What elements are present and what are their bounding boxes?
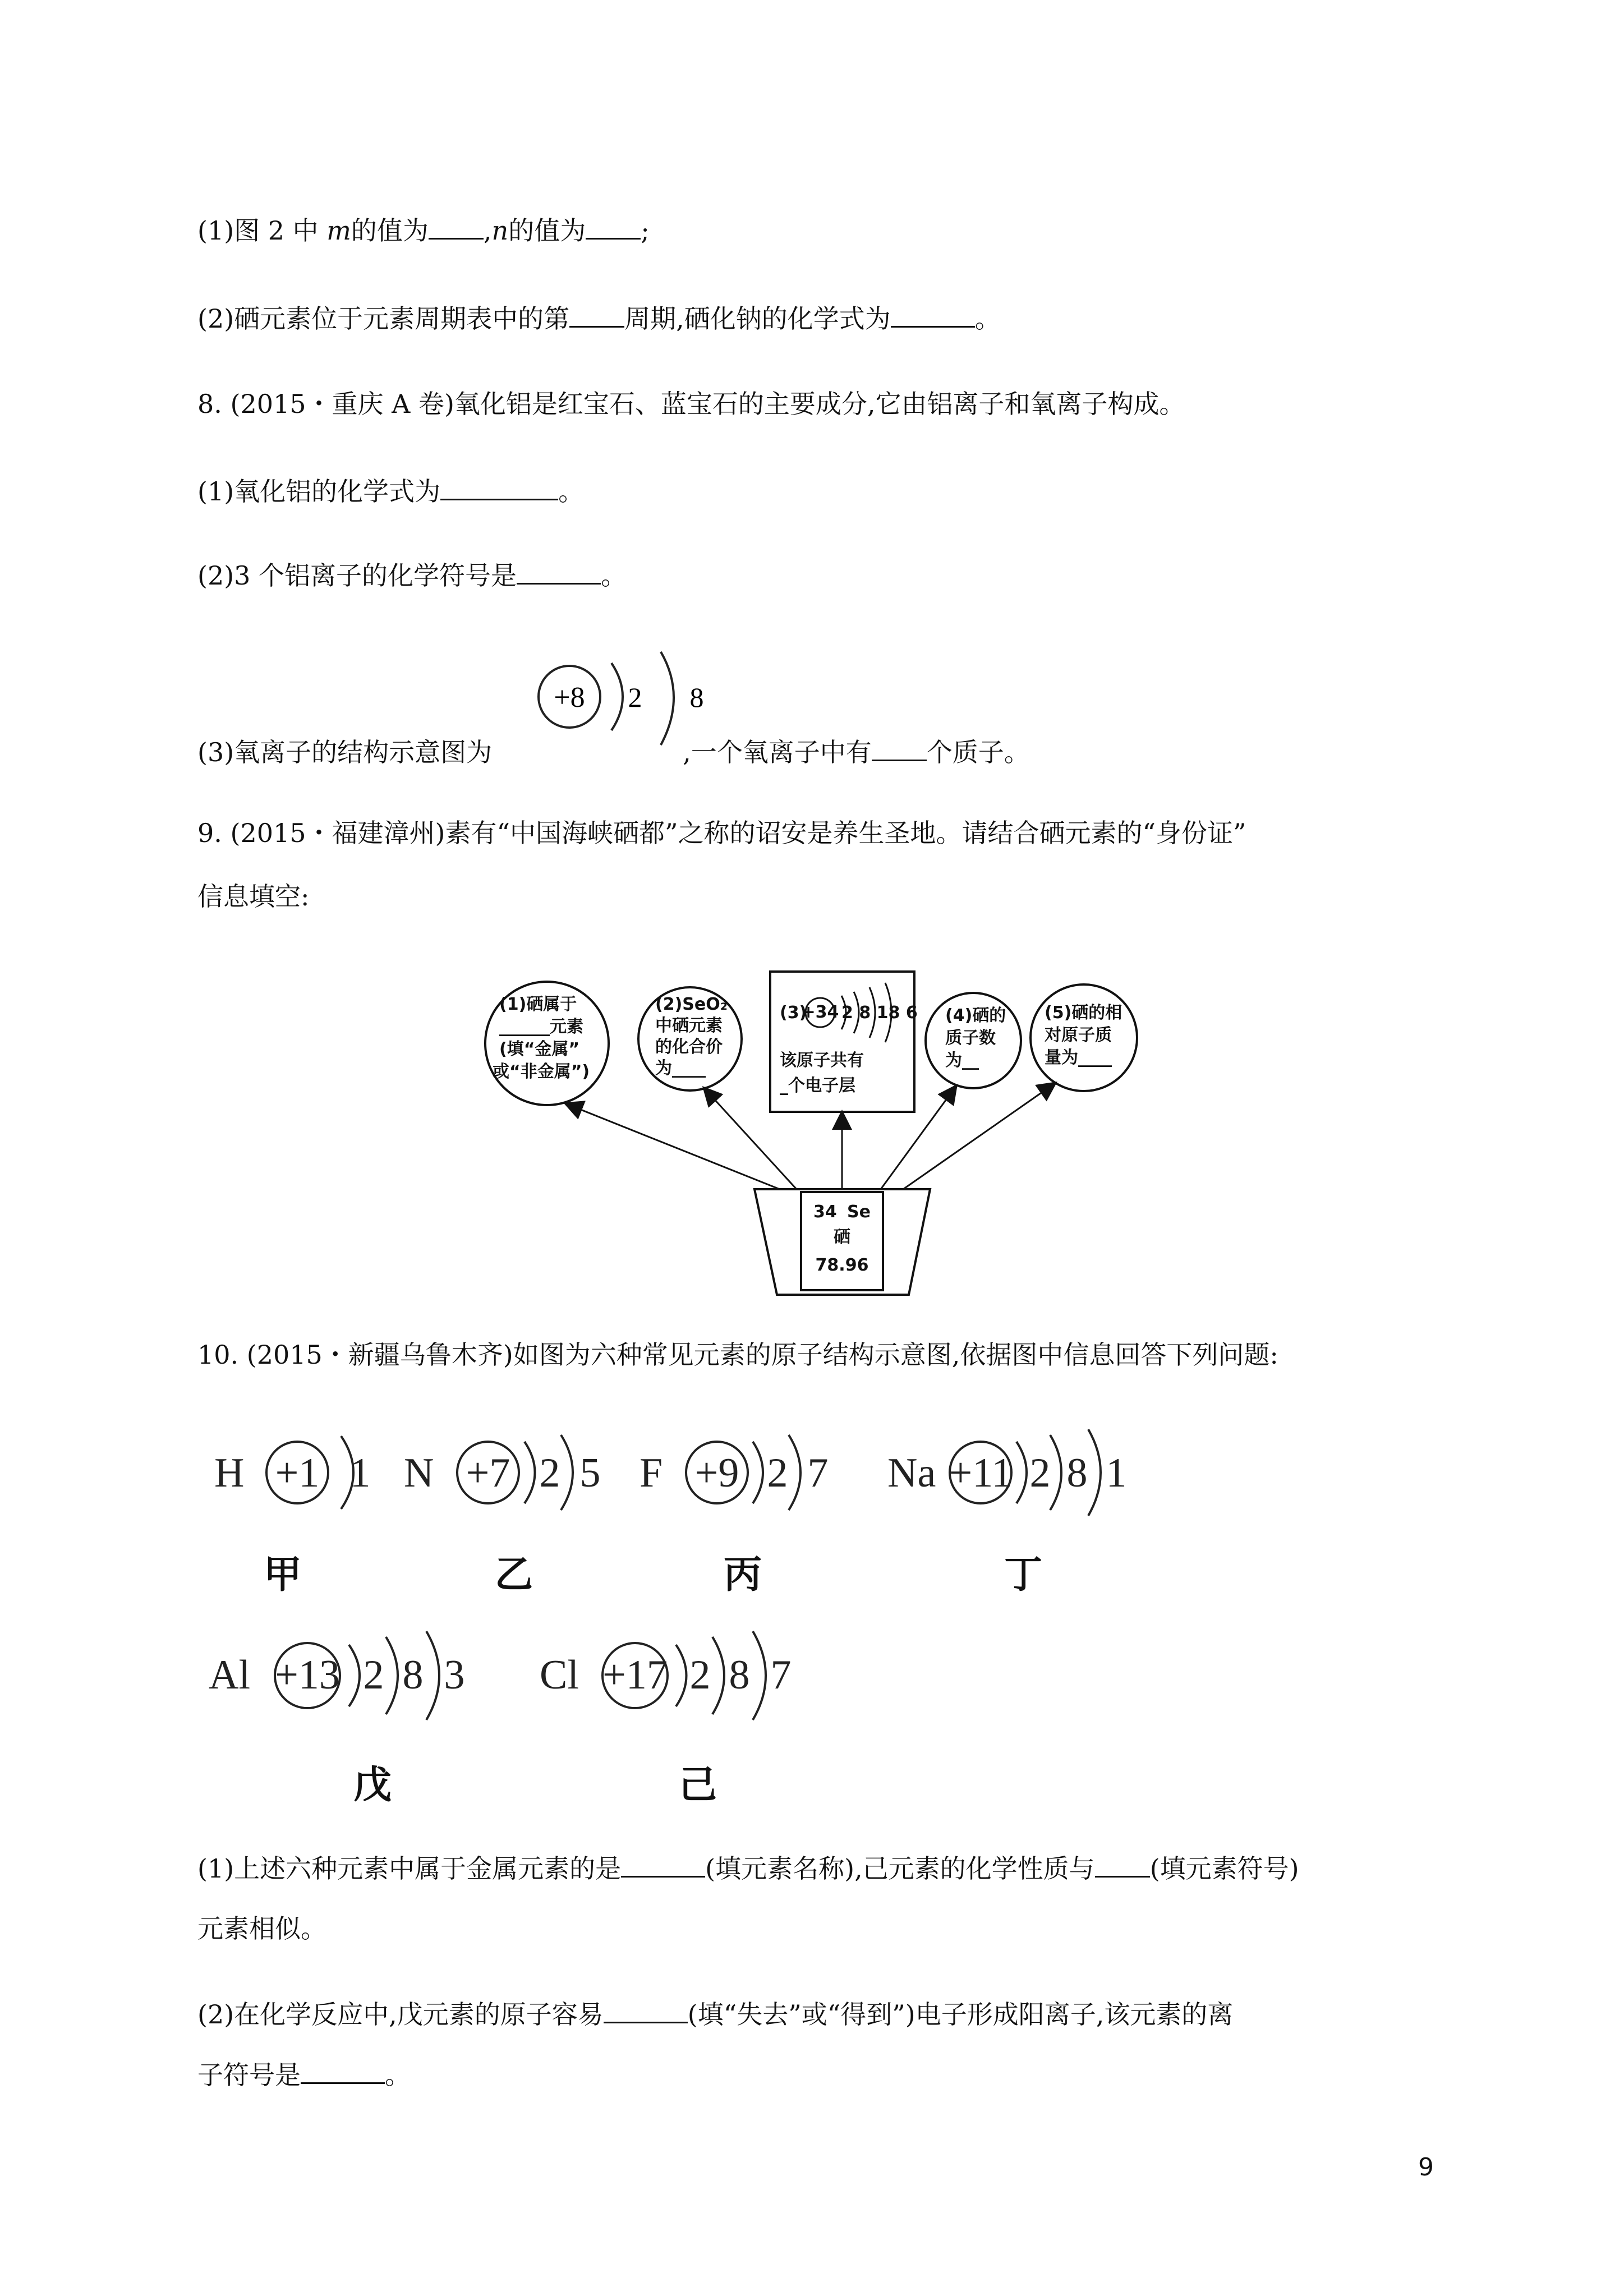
atomic-mass: 78.96 [815, 1255, 869, 1275]
shell-electrons: 3 [444, 1652, 465, 1698]
bubble-text: 或“非金属”) [493, 1062, 590, 1082]
bubble-text: 的化合价 [655, 1037, 723, 1057]
shell-electrons: 1 [1106, 1450, 1127, 1496]
shell-electrons: 2 8 18 6 [841, 1003, 918, 1023]
shell-electrons: 2 [539, 1450, 560, 1496]
oxygen-ion-diagram [527, 645, 718, 763]
shell-electrons: 5 [579, 1450, 601, 1496]
answer-blank[interactable] [440, 474, 558, 500]
electron-shell-arc [611, 663, 623, 730]
nucleus-charge: +17 [602, 1652, 668, 1698]
atom-label: 丙 [724, 1553, 762, 1596]
answer-blank[interactable] [872, 735, 927, 761]
q9-stem-line1: 9. (2015・福建漳州)素有“中国海峡硒都”之称的诏安是养生圣地。请结合硒元素的“身份证” [197, 818, 1246, 848]
shell-electrons: 8 [689, 682, 704, 713]
answer-blank[interactable] [1095, 1851, 1150, 1878]
shell-electrons: 7 [807, 1450, 829, 1496]
shell-electrons: 2 [628, 682, 642, 713]
q10-part2-cont: 子符号是 。 [197, 2058, 411, 2092]
bubble-text: (2)SeO₂ [655, 995, 728, 1014]
q9-stem-line2: 信息填空: [197, 881, 310, 912]
answer-blank[interactable] [429, 213, 484, 240]
shell-electrons: 8 [1066, 1450, 1088, 1496]
element-symbol: Al [209, 1652, 250, 1698]
answer-blank[interactable] [891, 301, 975, 328]
bubble-text: 量为____ [1045, 1048, 1112, 1068]
nucleus-charge: +13 [275, 1652, 340, 1698]
bubble-text: 为____ [655, 1059, 706, 1078]
atom-label: 己 [679, 1764, 717, 1806]
bubble-text: 中硒元素 [655, 1016, 723, 1036]
q8-part3: (3)氧离子的结构示意图为 ,一个氧离子中有 个质子。 [197, 735, 1030, 769]
atomic-number: 34 [813, 1202, 837, 1222]
nucleus-charge: +1 [275, 1450, 320, 1496]
bubble-text: (4)硒的 [945, 1006, 1006, 1025]
box-label: (3) [780, 1003, 807, 1023]
answer-blank[interactable] [301, 2058, 385, 2084]
selenium-id-card-diagram [477, 965, 1161, 1301]
q10-part2: (2)在化学反应中,戊元素的原子容易 (填“失去”或“得到”)电子形成阳离子,该元素的离 [197, 1997, 1233, 2031]
answer-blank[interactable] [604, 1997, 688, 2023]
element-symbol: Cl [540, 1652, 579, 1698]
box-text: 该原子共有 [780, 1051, 864, 1070]
bubble-text: 对原子质 [1045, 1025, 1112, 1045]
shell-electrons: 8 [402, 1652, 424, 1698]
answer-blank[interactable] [621, 1851, 705, 1878]
bubble-text: ______元素 [499, 1017, 583, 1037]
bubble-text: 为__ [945, 1051, 979, 1070]
q10-part1-cont: 元素相似。 [197, 1913, 326, 1944]
nucleus-charge: +34 [801, 1002, 839, 1022]
atom-label: 戊 [353, 1764, 392, 1806]
element-symbol: N [404, 1450, 434, 1496]
nucleus-charge: +8 [554, 682, 585, 714]
q8-stem: 8. (2015・重庆 A 卷)氧化铝是红宝石、蓝宝石的主要成分,它由铝离子和氧离子构成。 [197, 389, 1185, 419]
shell-electrons: 7 [770, 1652, 792, 1698]
box-text: _个电子层 [780, 1076, 855, 1096]
q10-part1: (1)上述六种元素中属于金属元素的是 (填元素名称),己元素的化学性质与 (填元素符号) [197, 1851, 1299, 1885]
shell-electrons: 1 [349, 1450, 371, 1496]
q8-part2: (2)3 个铝离子的化学符号是 。 [197, 558, 627, 592]
q7-part1: (1)图 2 中 m的值为 ,n的值为 ; [197, 213, 650, 247]
shell-electrons: 2 [689, 1652, 711, 1698]
element-name: 硒 [834, 1227, 850, 1247]
page-number: 9 [1418, 2153, 1434, 2182]
shell-electrons: 2 [363, 1652, 384, 1698]
atom-label: 乙 [495, 1553, 533, 1596]
shell-electrons: 2 [1029, 1450, 1051, 1496]
answer-blank[interactable] [586, 213, 641, 240]
atom-structure-diagrams [202, 1425, 1156, 1818]
bubble-text: (填“金属” [499, 1039, 580, 1059]
shell-electrons: 2 [767, 1450, 788, 1496]
element-symbol: H [214, 1450, 245, 1496]
bubble-text: (1)硒属于 [499, 995, 577, 1014]
element-symbol: Se [847, 1202, 871, 1222]
shell-electrons: 8 [729, 1652, 750, 1698]
bubble-text: (5)硒的相 [1045, 1003, 1122, 1023]
nucleus-charge: +11 [949, 1450, 1013, 1496]
electron-shell-arc [661, 652, 674, 745]
q8-part1: (1)氧化铝的化学式为 。 [197, 474, 584, 508]
answer-blank[interactable] [517, 558, 601, 585]
q7-part2: (2)硒元素位于元素周期表中的第 周期,硒化钠的化学式为 。 [197, 301, 1001, 335]
atom-label: 甲 [264, 1553, 302, 1596]
q10-stem: 10. (2015・新疆乌鲁木齐)如图为六种常见元素的原子结构示意图,依据图中信息回答下列问题: [197, 1340, 1278, 1370]
element-symbol: F [640, 1450, 663, 1496]
element-symbol: Na [887, 1450, 936, 1496]
atom-label: 丁 [1004, 1553, 1043, 1596]
nucleus-charge: +7 [466, 1450, 510, 1496]
bubble-text: 质子数 [945, 1028, 996, 1048]
nucleus-charge: +9 [694, 1450, 739, 1496]
answer-blank[interactable] [569, 301, 624, 328]
